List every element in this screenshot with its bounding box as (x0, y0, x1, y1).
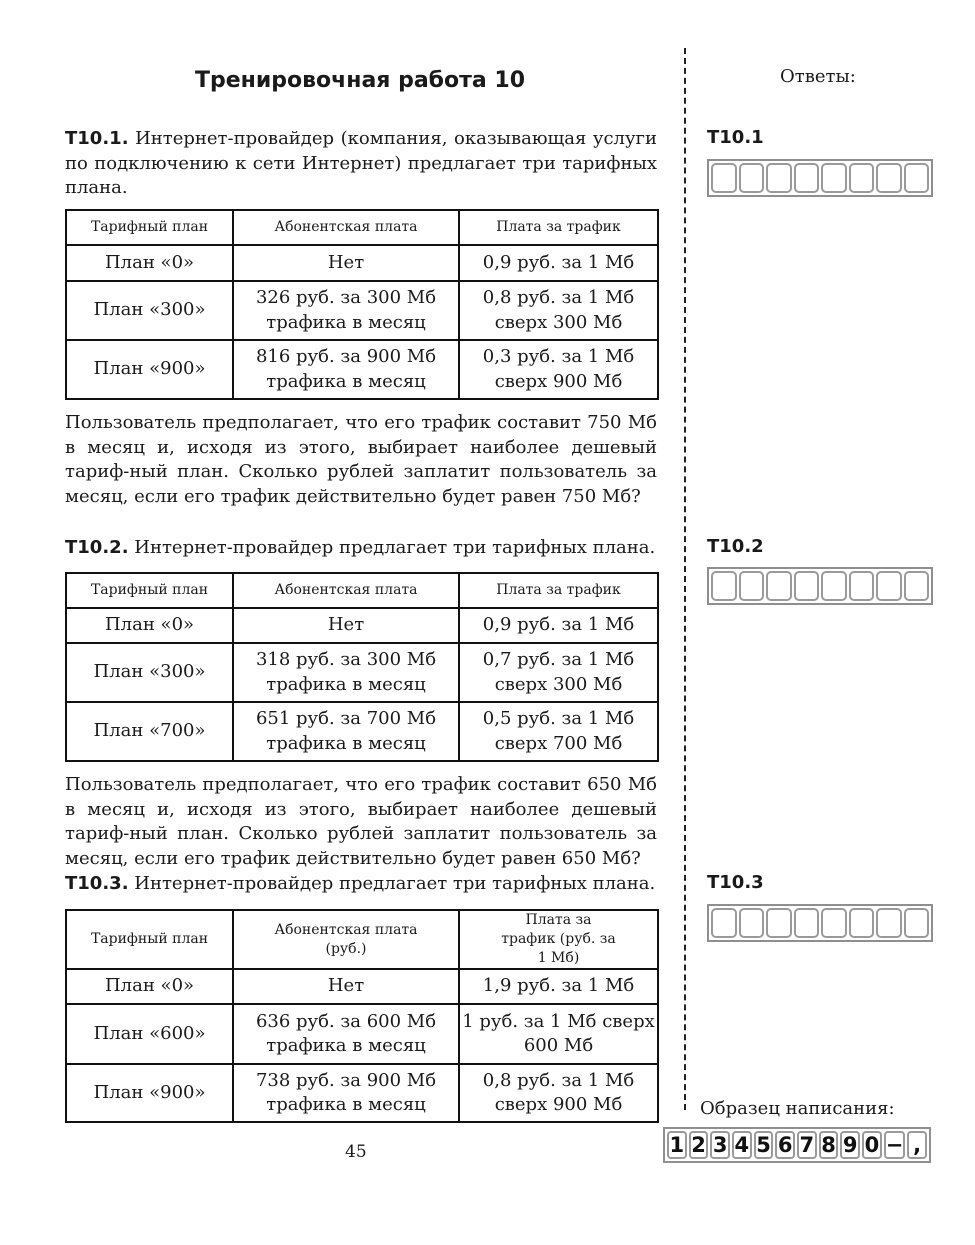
task-2-intro (65, 536, 657, 561)
page-title: Тренировочная работа 10 (194, 68, 526, 93)
sample-glyph: 8 (819, 1131, 839, 1159)
sample-glyph: 2 (689, 1131, 709, 1159)
answer-label-1: T10.1 (707, 127, 764, 148)
answer-label-2: T10.2 (707, 536, 764, 557)
header-cell: Абонентская плата (233, 210, 459, 245)
table-row (66, 969, 658, 1004)
table-row (66, 702, 658, 761)
task-1-intro (65, 127, 657, 201)
answer-cell[interactable] (821, 571, 847, 601)
sample-glyph: 7 (797, 1131, 817, 1159)
table-row (66, 340, 658, 399)
task-1-label: T10.1. (65, 128, 129, 149)
table-cell: 1,9 руб. за 1 Мб (459, 969, 658, 1004)
header-cell: Тарифный план (66, 573, 233, 608)
header-cell: Тарифный план (66, 910, 233, 969)
sample-glyph: 5 (754, 1131, 774, 1159)
table-cell: План «600» (66, 1004, 233, 1064)
table-cell: 0,9 руб. за 1 Мб (459, 608, 658, 643)
task-2-table (65, 572, 659, 762)
answer-cell[interactable] (794, 571, 820, 601)
table-cell: 636 руб. за 600 Мб трафика в месяц (233, 1004, 459, 1064)
table-cell: 0,7 руб. за 1 Мб сверх 300 Мб (459, 643, 658, 702)
answer-cell[interactable] (821, 163, 847, 193)
table-header-row (66, 210, 658, 245)
table-cell: Нет (233, 608, 459, 643)
table-cell: 0,5 руб. за 1 Мб сверх 700 Мб (459, 702, 658, 761)
answer-cell[interactable] (904, 908, 930, 938)
answer-cell[interactable] (711, 571, 737, 601)
answer-cell[interactable] (766, 571, 792, 601)
task-1-intro-text: Интернет-провайдер (компания, оказывающая услуги по подключению к сети Интернет) предлагает три тарифных плана. (65, 128, 657, 198)
table-cell: План «0» (66, 969, 233, 1004)
sample-glyph: 9 (840, 1131, 860, 1159)
table-cell: 0,3 руб. за 1 Мб сверх 900 Мб (459, 340, 658, 399)
table-cell: План «900» (66, 340, 233, 399)
answer-cell[interactable] (876, 571, 902, 601)
answer-cell[interactable] (766, 163, 792, 193)
header-cell: Плата за трафик (459, 573, 658, 608)
sample-glyph: 4 (732, 1131, 752, 1159)
table-cell: План «0» (66, 245, 233, 281)
answer-cell[interactable] (821, 908, 847, 938)
answer-cell[interactable] (739, 571, 765, 601)
answers-heading: Ответы: (780, 66, 856, 87)
answer-cell[interactable] (849, 571, 875, 601)
header-cell: Абонентская плата (руб.) (233, 910, 459, 969)
table-cell: 326 руб. за 300 Мб трафика в месяц (233, 281, 459, 340)
page-number: 45 (345, 1142, 367, 1162)
table-cell: План «700» (66, 702, 233, 761)
table-row (66, 1004, 658, 1064)
table-row (66, 245, 658, 281)
table-cell: Нет (233, 969, 459, 1004)
answer-cell[interactable] (794, 908, 820, 938)
sample-writing-label: Образец написания: (700, 1098, 895, 1119)
table-cell: План «900» (66, 1064, 233, 1122)
table-cell: 1 руб. за 1 Мб сверх 600 Мб (459, 1004, 658, 1064)
table-cell: Нет (233, 245, 459, 281)
table-cell: 0,9 руб. за 1 Мб (459, 245, 658, 281)
task-2-question: Пользователь предполагает, что его трафик составит 650 Мб в месяц и, исходя из этого, выбирает наиболее дешевый тариф-ный план. Сколько рублей заплатит пользователь за месяц, если его трафик действительно будет равен 650 Мб? (65, 774, 657, 869)
header-cell: Плата за трафик (руб. за 1 Мб) (459, 910, 658, 969)
sample-glyph: , (907, 1131, 927, 1159)
task-1-table (65, 209, 659, 400)
table-cell: 0,8 руб. за 1 Мб сверх 300 Мб (459, 281, 658, 340)
table-header-row (66, 910, 658, 969)
answer-cell[interactable] (739, 908, 765, 938)
answer-boxes-3[interactable] (707, 904, 933, 942)
task-3-intro (65, 872, 657, 897)
cut-line-divider (684, 48, 686, 1110)
sample-glyph: − (885, 1133, 904, 1157)
header-cell: Тарифный план (66, 210, 233, 245)
task-3-table (65, 909, 659, 1123)
table-cell: План «0» (66, 608, 233, 643)
answer-label-3: T10.3 (707, 872, 764, 893)
answer-cell[interactable] (739, 163, 765, 193)
answer-cell[interactable] (876, 163, 902, 193)
table-cell: План «300» (66, 643, 233, 702)
table-cell: 651 руб. за 700 Мб трафика в месяц (233, 702, 459, 761)
answer-cell[interactable] (711, 163, 737, 193)
answer-boxes-2[interactable] (707, 567, 933, 605)
sample-glyph: 1 (667, 1131, 687, 1159)
task-1-question: Пользователь предполагает, что его трафик составит 750 Мб в месяц и, исходя из этого, выбирает наиболее дешевый тариф-ный план. Сколько рублей заплатит пользователь за месяц, если его трафик действительно будет равен 750 Мб? (65, 412, 657, 507)
answer-cell[interactable] (711, 908, 737, 938)
table-row (66, 1064, 658, 1122)
task-2-label: T10.2. (65, 537, 129, 558)
answer-cell[interactable] (876, 908, 902, 938)
task-3-label: T10.3. (65, 873, 129, 894)
table-row (66, 608, 658, 643)
answer-boxes-1[interactable] (707, 159, 933, 197)
sample-glyph: 6 (775, 1131, 795, 1159)
answer-cell[interactable] (849, 908, 875, 938)
table-cell: 0,8 руб. за 1 Мб сверх 900 Мб (459, 1064, 658, 1122)
header-cell: Плата за трафик (459, 210, 658, 245)
answer-cell[interactable] (766, 908, 792, 938)
table-header-row (66, 573, 658, 608)
answer-cell[interactable] (794, 163, 820, 193)
task-3-intro-text: Интернет-провайдер предлагает три тарифных плана. (134, 873, 656, 894)
table-cell: План «300» (66, 281, 233, 340)
sample-glyph: 3 (710, 1131, 730, 1159)
table-row (66, 281, 658, 340)
table-cell: 318 руб. за 300 Мб трафика в месяц (233, 643, 459, 702)
table-cell: 816 руб. за 900 Мб трафика в месяц (233, 340, 459, 399)
answer-cell[interactable] (849, 163, 875, 193)
task-2-intro-text: Интернет-провайдер предлагает три тарифных плана. (134, 537, 656, 558)
answer-cell[interactable] (904, 571, 930, 601)
table-row (66, 643, 658, 702)
sample-glyph: 0 (862, 1131, 882, 1159)
table-cell: 738 руб. за 900 Мб трафика в месяц (233, 1064, 459, 1122)
answer-cell[interactable] (904, 163, 930, 193)
sample-writing-boxes (663, 1127, 931, 1163)
header-cell: Абонентская плата (233, 573, 459, 608)
